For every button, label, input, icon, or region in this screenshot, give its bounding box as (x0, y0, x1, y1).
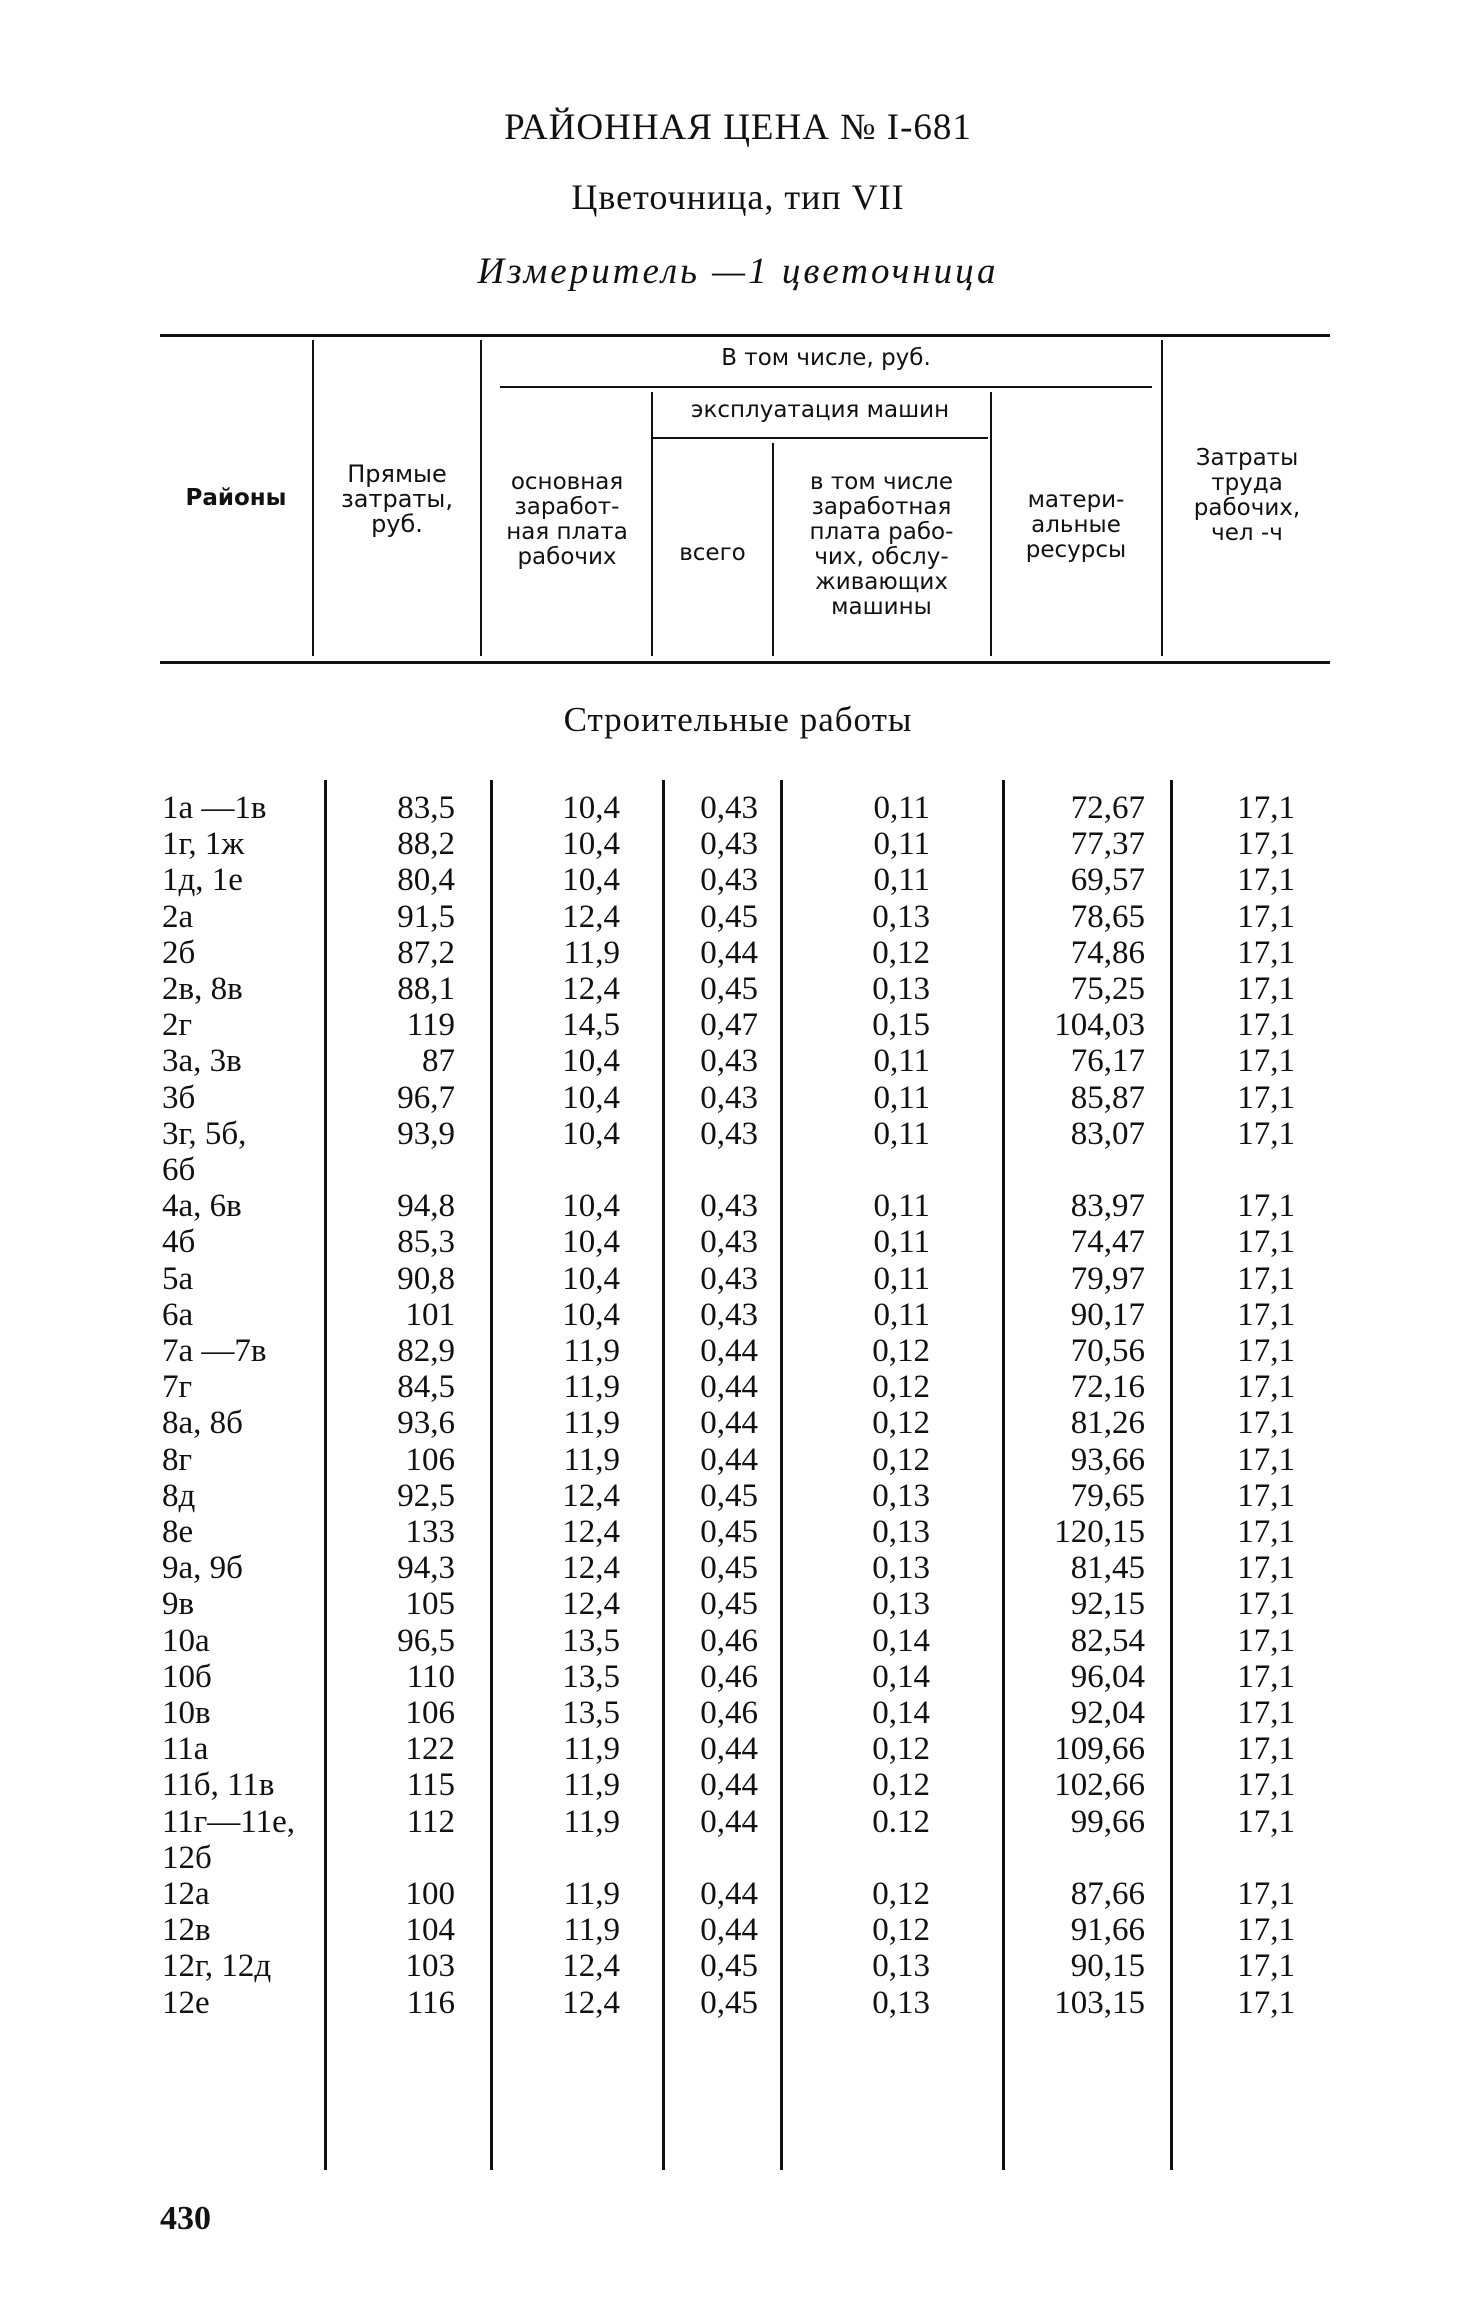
table-row (0, 1224, 1476, 1260)
direct-costs-cell: 94,3 (397, 1550, 455, 1587)
direct-costs-cell: 93,9 (397, 1115, 455, 1152)
region-cell: 11а (162, 1731, 209, 1768)
machine-wages-cell: 0,13 (872, 971, 930, 1007)
including-rule (500, 386, 1152, 388)
materials-cell: 92,04 (1070, 1695, 1145, 1731)
header-divider-6 (1161, 340, 1163, 656)
region-cell: 10в (162, 1695, 211, 1731)
header-machines-total: всего (679, 540, 746, 566)
machines-total-cell: 0,44 (700, 1333, 758, 1369)
region-cell: 1а —1в (162, 790, 267, 826)
direct-costs-cell: 85,3 (397, 1224, 455, 1261)
region-cell: 7а —7в (162, 1333, 267, 1369)
wages-cell: 12,4 (562, 898, 620, 935)
labor-cell: 17,1 (1237, 1550, 1295, 1587)
materials-cell: 83,07 (1070, 1115, 1145, 1152)
table-row (0, 790, 1476, 826)
materials-cell: 92,15 (1070, 1586, 1145, 1623)
wages-cell: 11,9 (563, 1876, 620, 1912)
region-cell: 12б (162, 1839, 212, 1876)
region-cell: 4а, 6в (162, 1188, 242, 1225)
header-bottom-rule (160, 661, 1330, 664)
machine-wages-cell: 0,11 (873, 790, 930, 826)
direct-costs-cell: 115 (406, 1767, 455, 1804)
direct-costs-cell: 106 (405, 1695, 455, 1731)
region-cell: 5а (162, 1260, 194, 1297)
table-row (0, 1804, 1476, 1840)
materials-cell: 99,66 (1070, 1803, 1145, 1840)
wages-cell: 10,4 (562, 1296, 620, 1333)
direct-costs-cell: 96,7 (397, 1079, 455, 1116)
region-cell: 8а, 8б (162, 1405, 243, 1442)
labor-cell: 17,1 (1237, 790, 1295, 826)
materials-cell: 103,15 (1054, 1984, 1145, 2021)
machines-total-cell: 0,44 (700, 1803, 758, 1840)
wages-cell: 12,4 (562, 1984, 620, 2021)
wages-cell: 10,4 (562, 1079, 620, 1116)
machines-total-cell: 0,44 (700, 1912, 758, 1949)
machine-wages-cell: 0,12 (872, 1876, 930, 1912)
machines-total-cell: 0,44 (700, 1405, 758, 1442)
direct-costs-cell: 110 (406, 1658, 455, 1695)
machine-wages-cell: 0,11 (873, 862, 930, 899)
header-top-rule (160, 334, 1330, 337)
machines-total-cell: 0,44 (700, 934, 758, 971)
table-row (0, 1333, 1476, 1369)
header-direct-costs: Прямые затраты, руб. (341, 460, 453, 538)
machines-total-cell: 0,43 (700, 1296, 758, 1333)
machine-wages-cell: 0,13 (872, 1514, 930, 1550)
machines-total-cell: 0,43 (700, 1188, 758, 1225)
labor-cell: 17,1 (1237, 1586, 1295, 1623)
table-row (0, 1876, 1476, 1912)
table-row (0, 862, 1476, 898)
machines-total-cell: 0,46 (700, 1658, 758, 1695)
materials-cell: 81,26 (1070, 1405, 1145, 1442)
wages-cell: 11,9 (563, 1405, 620, 1442)
wages-cell: 12,4 (562, 1586, 620, 1623)
table-row (0, 1405, 1476, 1441)
direct-costs-cell: 87,2 (397, 934, 455, 971)
table-row (0, 935, 1476, 971)
direct-costs-cell: 94,8 (397, 1188, 455, 1225)
table-row (0, 1985, 1476, 2021)
table-row (0, 1659, 1476, 1695)
materials-cell: 74,86 (1070, 934, 1145, 971)
labor-cell: 17,1 (1237, 1948, 1295, 1985)
machines-total-cell: 0,43 (700, 1260, 758, 1297)
machines-total-cell: 0,45 (700, 1514, 758, 1550)
materials-cell: 72,67 (1070, 790, 1145, 826)
wages-cell: 10,4 (562, 1043, 620, 1080)
region-cell: 4б (162, 1224, 196, 1261)
machine-wages-cell: 0.12 (872, 1803, 930, 1840)
region-cell: 1д, 1е (162, 862, 243, 899)
labor-cell: 17,1 (1237, 1658, 1295, 1695)
table-row (0, 1369, 1476, 1405)
wages-cell: 12,4 (562, 971, 620, 1007)
header-including: В том числе, руб. (721, 345, 931, 371)
table-row (0, 1043, 1476, 1079)
table-row (0, 826, 1476, 862)
labor-cell: 17,1 (1237, 1260, 1295, 1297)
machines-total-cell: 0,43 (700, 790, 758, 826)
region-cell: 10б (162, 1658, 212, 1695)
machines-total-cell: 0,43 (700, 1079, 758, 1116)
materials-cell: 72,16 (1070, 1369, 1145, 1406)
header-wages: основная заработ- ная плата рабочих (506, 469, 628, 570)
table-row (0, 1080, 1476, 1116)
machine-wages-cell: 0,15 (872, 1007, 930, 1044)
labor-cell: 17,1 (1237, 1333, 1295, 1369)
region-cell: 12г, 12д (162, 1948, 272, 1985)
labor-cell: 17,1 (1237, 1115, 1295, 1152)
table-row (0, 1152, 1476, 1188)
region-cell: 12в (162, 1912, 211, 1949)
labor-cell: 17,1 (1237, 1043, 1295, 1080)
region-cell: 10а (162, 1622, 210, 1659)
machine-wages-cell: 0,12 (872, 1912, 930, 1949)
machine-wages-cell: 0,12 (872, 1369, 930, 1406)
labor-cell: 17,1 (1237, 1514, 1295, 1550)
machines-total-cell: 0,43 (700, 1043, 758, 1080)
machine-wages-cell: 0,13 (872, 1477, 930, 1514)
labor-cell: 17,1 (1237, 862, 1295, 899)
labor-cell: 17,1 (1237, 1477, 1295, 1514)
machine-wages-cell: 0,12 (872, 1333, 930, 1369)
region-cell: 9а, 9б (162, 1550, 243, 1587)
region-cell: 6б (162, 1152, 196, 1188)
machine-wages-cell: 0,14 (872, 1622, 930, 1659)
wages-cell: 13,5 (562, 1622, 620, 1659)
region-cell: 12е (162, 1984, 210, 2021)
machines-total-cell: 0,47 (700, 1007, 758, 1044)
wages-cell: 10,4 (562, 1115, 620, 1152)
labor-cell: 17,1 (1237, 1912, 1295, 1949)
labor-cell: 17,1 (1237, 934, 1295, 971)
materials-cell: 104,03 (1054, 1007, 1145, 1044)
wages-cell: 12,4 (562, 1550, 620, 1587)
header-regions: Районы (185, 485, 287, 511)
wages-cell: 10,4 (562, 1224, 620, 1261)
direct-costs-cell: 96,5 (397, 1622, 455, 1659)
labor-cell: 17,1 (1237, 1731, 1295, 1768)
machines-total-cell: 0,44 (700, 1369, 758, 1406)
table-row (0, 1478, 1476, 1514)
materials-cell: 102,66 (1054, 1767, 1145, 1804)
labor-cell: 17,1 (1237, 1441, 1295, 1478)
labor-cell: 17,1 (1237, 1405, 1295, 1442)
table-row (0, 1767, 1476, 1803)
labor-cell: 17,1 (1237, 1622, 1295, 1659)
direct-costs-cell: 105 (405, 1586, 455, 1623)
labor-cell: 17,1 (1237, 1695, 1295, 1731)
wages-cell: 11,9 (563, 1369, 620, 1406)
table-row (0, 1731, 1476, 1767)
wages-cell: 11,9 (563, 1441, 620, 1478)
direct-costs-cell: 88,1 (397, 971, 455, 1007)
materials-cell: 91,66 (1070, 1912, 1145, 1949)
materials-cell: 79,97 (1070, 1260, 1145, 1297)
machine-wages-cell: 0,11 (873, 1188, 930, 1225)
direct-costs-cell: 103 (405, 1948, 455, 1985)
wages-cell: 10,4 (562, 1260, 620, 1297)
materials-cell: 79,65 (1070, 1477, 1145, 1514)
labor-cell: 17,1 (1237, 1007, 1295, 1044)
direct-costs-cell: 90,8 (397, 1260, 455, 1297)
machine-wages-cell: 0,11 (873, 1260, 930, 1297)
region-cell: 11б, 11в (162, 1767, 275, 1804)
direct-costs-cell: 87 (422, 1043, 455, 1080)
machine-wages-cell: 0,12 (872, 1441, 930, 1478)
machine-wages-cell: 0,11 (873, 826, 930, 863)
direct-costs-cell: 101 (405, 1296, 455, 1333)
machine-wages-cell: 0,13 (872, 1586, 930, 1623)
machine-wages-cell: 0,14 (872, 1695, 930, 1731)
materials-cell: 69,57 (1070, 862, 1145, 899)
wages-cell: 10,4 (562, 790, 620, 826)
region-cell: 6а (162, 1296, 194, 1333)
table-row (0, 1550, 1476, 1586)
section-heading: Строительные работы (563, 700, 913, 739)
labor-cell: 17,1 (1237, 1984, 1295, 2021)
region-cell: 12а (162, 1876, 210, 1912)
machines-total-cell: 0,43 (700, 826, 758, 863)
direct-costs-cell: 133 (405, 1514, 455, 1550)
labor-cell: 17,1 (1237, 1369, 1295, 1406)
wages-cell: 10,4 (562, 826, 620, 863)
machines-total-cell: 0,45 (700, 1984, 758, 2021)
table-row (0, 1695, 1476, 1731)
machine-wages-cell: 0,12 (872, 1767, 930, 1804)
direct-costs-cell: 93,6 (397, 1405, 455, 1442)
direct-costs-cell: 106 (405, 1441, 455, 1478)
header-machine-wages: в том числе заработная плата рабо- чих, обслу- живающих машины (809, 469, 954, 620)
region-cell: 3а, 3в (162, 1043, 242, 1080)
materials-cell: 82,54 (1070, 1622, 1145, 1659)
region-cell: 2в, 8в (162, 971, 243, 1007)
machine-wages-cell: 0,12 (872, 1405, 930, 1442)
header-machines: эксплуатация машин (690, 397, 950, 423)
materials-cell: 87,66 (1070, 1876, 1145, 1912)
machines-total-cell: 0,45 (700, 971, 758, 1007)
wages-cell: 13,5 (562, 1658, 620, 1695)
machines-rule (652, 437, 988, 439)
labor-cell: 17,1 (1237, 971, 1295, 1007)
direct-costs-cell: 112 (406, 1803, 455, 1840)
header-divider-4 (772, 443, 774, 656)
machines-total-cell: 0,43 (700, 862, 758, 899)
materials-cell: 75,25 (1070, 971, 1145, 1007)
materials-cell: 77,37 (1070, 826, 1145, 863)
machines-total-cell: 0,45 (700, 1586, 758, 1623)
table-row (0, 1007, 1476, 1043)
direct-costs-cell: 122 (405, 1731, 455, 1768)
header-divider-3 (651, 392, 653, 656)
wages-cell: 12,4 (562, 1948, 620, 1985)
materials-cell: 83,97 (1070, 1188, 1145, 1225)
machines-total-cell: 0,46 (700, 1695, 758, 1731)
table-row (0, 1840, 1476, 1876)
direct-costs-cell: 92,5 (397, 1477, 455, 1514)
wages-cell: 10,4 (562, 1188, 620, 1225)
machines-total-cell: 0,44 (700, 1441, 758, 1478)
wages-cell: 14,5 (562, 1007, 620, 1044)
machine-wages-cell: 0,11 (873, 1296, 930, 1333)
labor-cell: 17,1 (1237, 1079, 1295, 1116)
region-cell: 8г (162, 1441, 193, 1478)
table-row (0, 1912, 1476, 1948)
wages-cell: 11,9 (563, 1333, 620, 1369)
wages-cell: 13,5 (562, 1695, 620, 1731)
region-cell: 2а (162, 898, 194, 935)
machine-wages-cell: 0,13 (872, 898, 930, 935)
measure-unit: Измеритель —1 цветочница (477, 251, 999, 292)
machine-wages-cell: 0,13 (872, 1948, 930, 1985)
wages-cell: 11,9 (563, 1803, 620, 1840)
machine-wages-cell: 0,11 (873, 1043, 930, 1080)
wages-cell: 11,9 (563, 1767, 620, 1804)
machines-total-cell: 0,44 (700, 1767, 758, 1804)
wages-cell: 11,9 (563, 1731, 620, 1768)
region-cell: 9в (162, 1586, 195, 1623)
direct-costs-cell: 104 (405, 1912, 455, 1949)
labor-cell: 17,1 (1237, 898, 1295, 935)
labor-cell: 17,1 (1237, 1767, 1295, 1804)
materials-cell: 96,04 (1070, 1658, 1145, 1695)
machines-total-cell: 0,45 (700, 1948, 758, 1985)
direct-costs-cell: 91,5 (397, 898, 455, 935)
direct-costs-cell: 80,4 (397, 862, 455, 899)
materials-cell: 120,15 (1054, 1514, 1145, 1550)
region-cell: 3б (162, 1079, 196, 1116)
materials-cell: 109,66 (1054, 1731, 1145, 1768)
machines-total-cell: 0,45 (700, 1550, 758, 1587)
labor-cell: 17,1 (1237, 1296, 1295, 1333)
table-row (0, 1623, 1476, 1659)
materials-cell: 81,45 (1070, 1550, 1145, 1587)
machine-wages-cell: 0,14 (872, 1658, 930, 1695)
machines-total-cell: 0,44 (700, 1731, 758, 1768)
materials-cell: 78,65 (1070, 898, 1145, 935)
wages-cell: 12,4 (562, 1514, 620, 1550)
materials-cell: 70,56 (1070, 1333, 1145, 1369)
machines-total-cell: 0,46 (700, 1622, 758, 1659)
machine-wages-cell: 0,12 (872, 934, 930, 971)
item-subtitle: Цветочница, тип VII (571, 177, 905, 217)
table-row (0, 1261, 1476, 1297)
page-title: РАЙОННАЯ ЦЕНА № I-681 (504, 107, 972, 148)
table-row (0, 899, 1476, 935)
header-divider-2 (480, 340, 482, 656)
header-divider-1 (312, 340, 314, 656)
machines-total-cell: 0,45 (700, 1477, 758, 1514)
page-number: 430 (160, 2200, 211, 2237)
table-row (0, 1442, 1476, 1478)
labor-cell: 17,1 (1237, 1876, 1295, 1912)
table-row (0, 1188, 1476, 1224)
machines-total-cell: 0,43 (700, 1115, 758, 1152)
labor-cell: 17,1 (1237, 1188, 1295, 1225)
machines-total-cell: 0,45 (700, 898, 758, 935)
machine-wages-cell: 0,13 (872, 1984, 930, 2021)
labor-cell: 17,1 (1237, 1224, 1295, 1261)
machine-wages-cell: 0,11 (873, 1224, 930, 1261)
table-row (0, 1514, 1476, 1550)
header-divider-5 (990, 392, 992, 656)
region-cell: 1г, 1ж (162, 826, 245, 863)
direct-costs-cell: 84,5 (397, 1369, 455, 1406)
region-cell: 7г (162, 1369, 193, 1406)
header-materials: матери- альные ресурсы (1025, 487, 1127, 563)
machine-wages-cell: 0,11 (873, 1079, 930, 1116)
region-cell: 3г, 5б, (162, 1115, 247, 1152)
direct-costs-cell: 100 (405, 1876, 455, 1912)
materials-cell: 74,47 (1070, 1224, 1145, 1261)
direct-costs-cell: 119 (406, 1007, 455, 1044)
wages-cell: 12,4 (562, 1477, 620, 1514)
region-cell: 8д (162, 1477, 196, 1514)
direct-costs-cell: 82,9 (397, 1333, 455, 1369)
wages-cell: 11,9 (563, 1912, 620, 1949)
materials-cell: 76,17 (1070, 1043, 1145, 1080)
machines-total-cell: 0,43 (700, 1224, 758, 1261)
materials-cell: 85,87 (1070, 1079, 1145, 1116)
region-cell: 8е (162, 1514, 194, 1550)
wages-cell: 11,9 (563, 934, 620, 971)
wages-cell: 10,4 (562, 862, 620, 899)
materials-cell: 90,17 (1070, 1296, 1145, 1333)
direct-costs-cell: 116 (406, 1984, 455, 2021)
table-row (0, 1297, 1476, 1333)
direct-costs-cell: 88,2 (397, 826, 455, 863)
labor-cell: 17,1 (1237, 826, 1295, 863)
table-row (0, 1586, 1476, 1622)
region-cell: 11г—11е, (162, 1803, 295, 1840)
direct-costs-cell: 83,5 (397, 790, 455, 826)
labor-cell: 17,1 (1237, 1803, 1295, 1840)
machine-wages-cell: 0,12 (872, 1731, 930, 1768)
machines-total-cell: 0,44 (700, 1876, 758, 1912)
machine-wages-cell: 0,13 (872, 1550, 930, 1587)
machine-wages-cell: 0,11 (873, 1115, 930, 1152)
table-row (0, 1948, 1476, 1984)
region-cell: 2б (162, 934, 196, 971)
region-cell: 2г (162, 1007, 193, 1044)
materials-cell: 93,66 (1070, 1441, 1145, 1478)
header-labor: Затраты труда рабочих, чел -ч (1193, 445, 1301, 546)
table-row (0, 971, 1476, 1007)
table-row (0, 1116, 1476, 1152)
materials-cell: 90,15 (1070, 1948, 1145, 1985)
